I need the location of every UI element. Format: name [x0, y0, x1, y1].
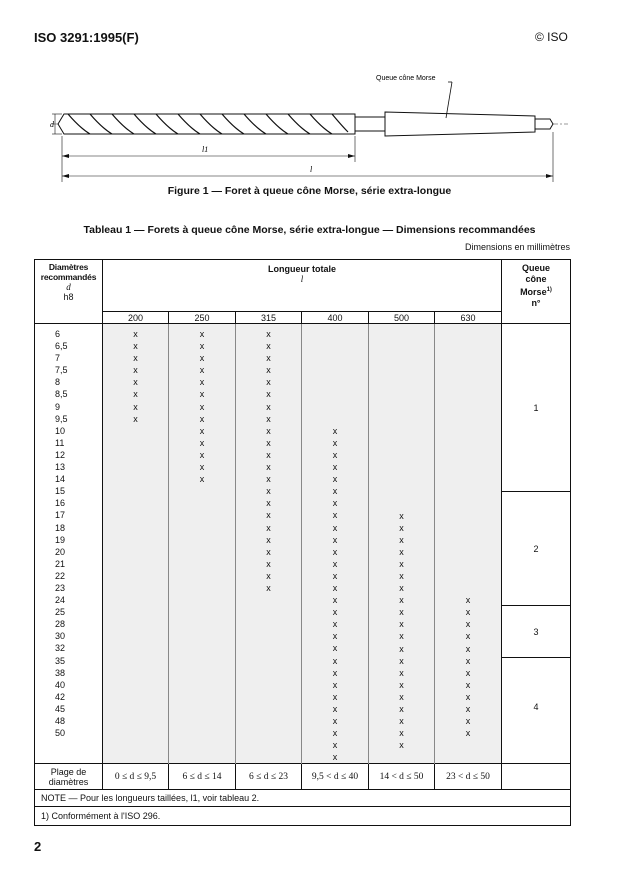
diameter-value: 18 [55, 522, 66, 533]
diameter-value: 42 [55, 691, 66, 702]
diameter-value: 16 [55, 498, 66, 509]
diam-header-cell [35, 260, 103, 324]
cone-header-4: n° [531, 298, 541, 308]
marks-col-500: x x x x x x x x x x x x x x x x x x x x [369, 324, 435, 764]
range-label: Plage de diamètres [35, 764, 103, 790]
diameter-value: 6 [55, 329, 61, 339]
length-col-500: 500 [369, 312, 435, 324]
cone-header-1: Queue [521, 263, 550, 273]
diameter-value: 6,5 [55, 341, 68, 352]
diameter-value: 48 [55, 716, 66, 726]
diameter-value: 11 [55, 437, 65, 448]
diameter-value: 24 [55, 595, 66, 606]
table-footnote: 1) Conformément à l'ISO 296. [35, 807, 571, 826]
cone-header-3: Morse [520, 287, 547, 297]
range-empty [502, 764, 571, 790]
diameter-value: 7 [55, 353, 61, 364]
length-col-400: 400 [302, 312, 369, 324]
diameter-value: 40 [55, 679, 66, 690]
length-col-630: 630 [435, 312, 502, 324]
units-note: Dimensions en millimètres [464, 242, 570, 252]
dim-l1-label: l1 [202, 145, 209, 154]
length-header: Longueur totale [268, 264, 336, 274]
marks-col-200: x x x x x x x x [103, 324, 169, 764]
range-400: 9,5 < d ≤ 40 [302, 764, 369, 790]
table-caption: Tableau 1 — Forets à queue cône Morse, série extra-longue — Dimensions recommandées [83, 224, 536, 236]
diameter-value: 32 [55, 643, 66, 654]
diam-tolerance: h8 [63, 292, 74, 302]
diameter-list [35, 324, 103, 764]
diameter-value: 25 [55, 607, 66, 618]
length-col-250: 250 [169, 312, 236, 324]
dimensions-table [34, 259, 571, 826]
dim-l-label: l [310, 165, 313, 174]
cone-header-cell [502, 260, 571, 324]
diameter-value: 30 [55, 631, 66, 642]
cone-header-sup: 1) [546, 287, 552, 293]
figure-caption: Figure 1 — Foret à queue cône Morse, série extra-longue [167, 185, 452, 197]
cone-header-2: cône [525, 274, 547, 284]
range-500: 14 < d ≤ 50 [369, 764, 435, 790]
diameter-value: 9,5 [55, 413, 68, 424]
diameter-value: 21 [55, 558, 66, 569]
diameter-value: 10 [55, 425, 66, 436]
diameter-value: 8 [55, 377, 61, 388]
diameter-value: 22 [55, 570, 66, 581]
diam-header: Diamètres recommandés [40, 262, 97, 282]
dim-d-label: d [50, 120, 54, 129]
diameter-value: 35 [55, 655, 66, 666]
diameter-value: 13 [55, 462, 66, 473]
document-id: ISO 3291:1995(F) [34, 30, 139, 45]
diameter-value: 20 [55, 546, 66, 557]
table-note: NOTE — Pour les longueurs taillées, l1, voir tableau 2. [35, 790, 571, 807]
marks-col-630: x x x x x x x x x x x x [435, 324, 502, 764]
drill-drawing [50, 70, 570, 185]
length-col-200: 200 [103, 312, 169, 324]
diameter-value: 12 [55, 449, 66, 460]
diameter-value: 14 [55, 474, 66, 485]
diameter-value: 8,5 [55, 389, 68, 400]
diameter-value: 28 [55, 619, 66, 630]
marks-col-315: x x x x x x x x x x x x x x x x x x x x x x [236, 324, 302, 764]
diameter-value: 9 [55, 401, 61, 412]
cone-number-4: 4 [533, 701, 539, 712]
range-315: 6 ≤ d ≤ 23 [236, 764, 302, 790]
shank-annotation: Queue cône Morse [376, 75, 436, 82]
diameter-value: 23 [55, 582, 66, 593]
diameter-value: 38 [55, 667, 66, 678]
length-symbol: l [300, 274, 304, 284]
cone-number-1: 1 [502, 324, 570, 492]
range-630: 23 < d ≤ 50 [435, 764, 502, 790]
range-250: 6 ≤ d ≤ 14 [169, 764, 236, 790]
diameter-value: 50 [55, 728, 66, 739]
diameter-value: 45 [55, 703, 66, 714]
diameter-value: 15 [55, 486, 66, 497]
length-col-315: 315 [236, 312, 302, 324]
copyright-mark: © ISO [535, 30, 568, 44]
diameter-value: 19 [55, 534, 66, 545]
marks-col-250: x x x x x x x x x x x x x [169, 324, 236, 764]
range-200: 0 ≤ d ≤ 9,5 [103, 764, 169, 790]
length-header-cell [103, 260, 502, 312]
diameter-value: 17 [55, 510, 66, 521]
marks-col-400: x x x x x x x x x x x x x x x x x x x x x x x x x x x x [302, 324, 369, 764]
cone-number-2: 2 [502, 492, 570, 606]
diameter-value: 7,5 [55, 365, 68, 376]
diam-symbol: d [66, 282, 71, 292]
page-number: 2 [34, 839, 42, 854]
cone-number-3: 3 [502, 606, 570, 658]
